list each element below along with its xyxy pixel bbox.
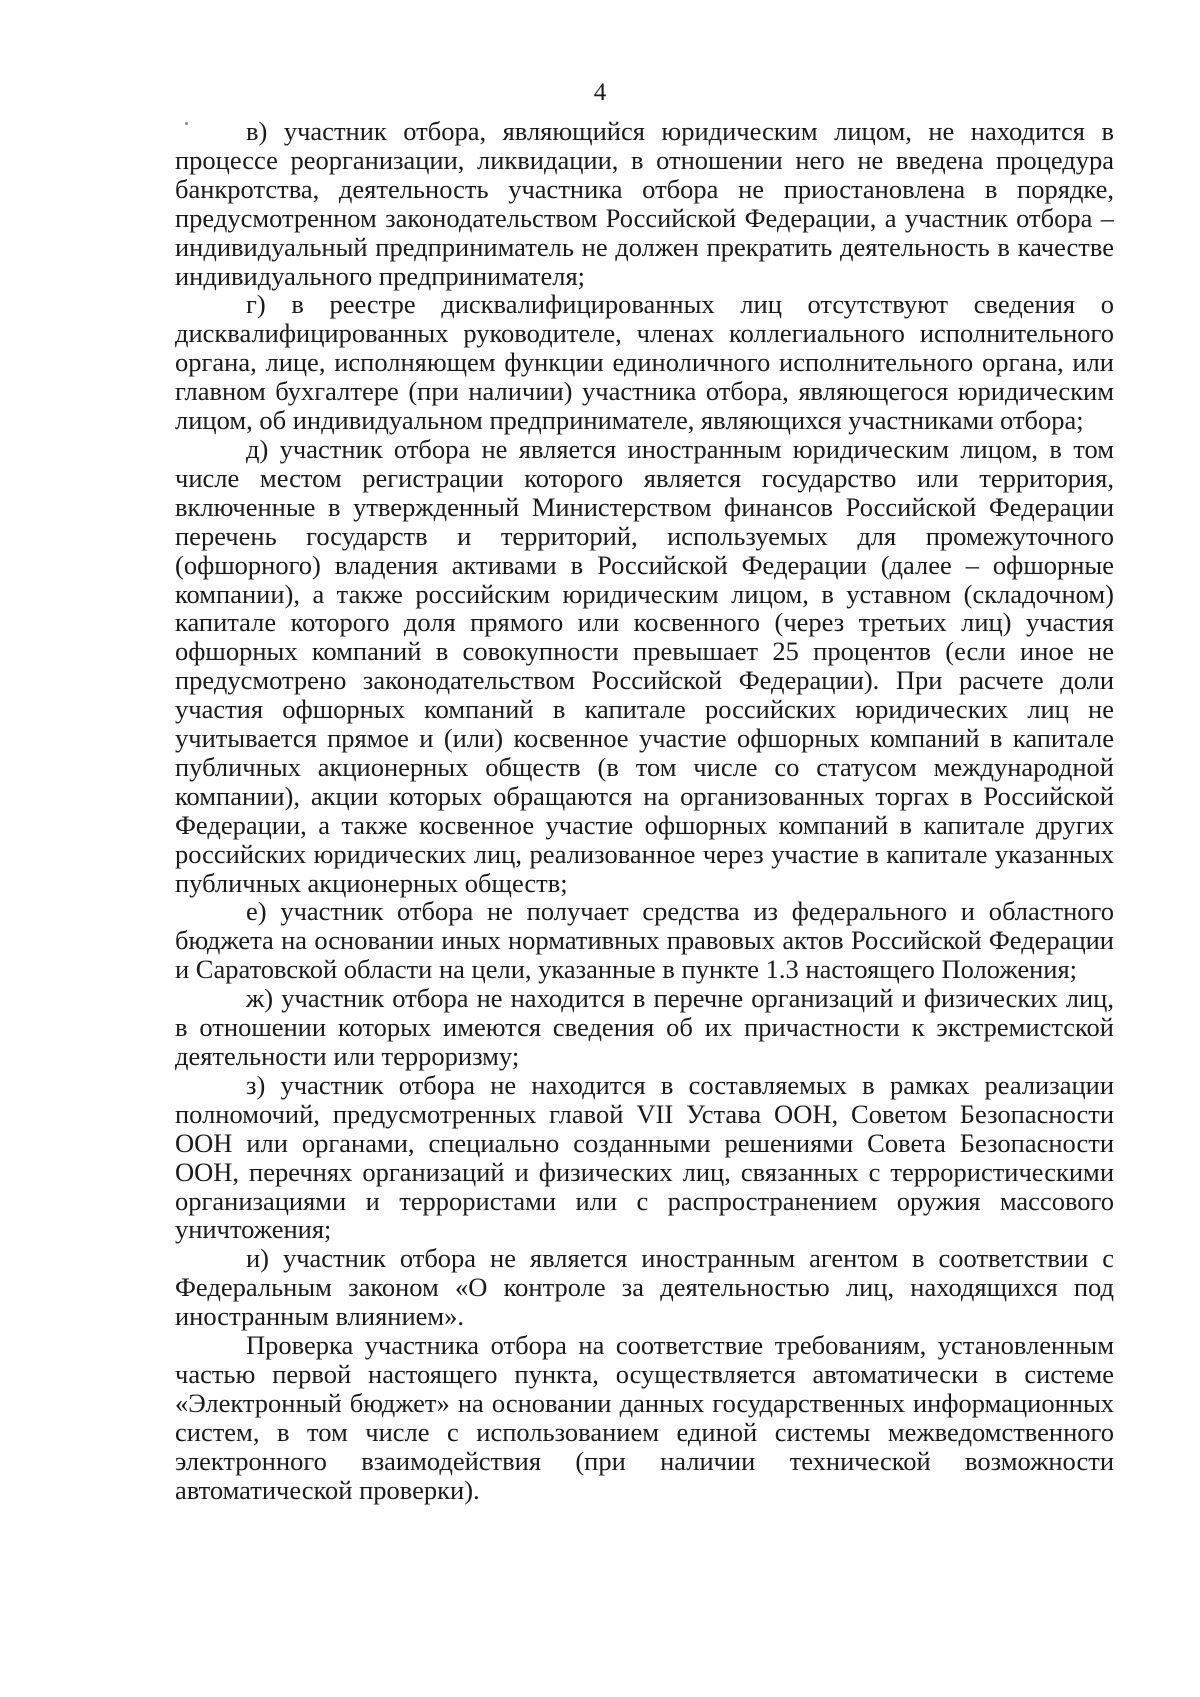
document-body: [175, 117, 1114, 1505]
paragraph-verification: Проверка участника отбора на соответствие требованиям, установленным частью первой настоящего пункта, осуществляется автоматически в системе «Электронный бюджет» на основании данных государственных информационных систем, в том числе с использованием единой системы межведомственного электронного взаимодействия (при наличии технической возможности автоматической проверки).: [175, 1330, 1114, 1505]
page-number: 4: [593, 79, 607, 106]
paragraph-z: з) участник отбора не находится в составляемых в рамках реализации полномочий, предусмотренных главой VII Устава ООН, Советом Безопасности ООН или органами, специально созданными решениями Совета Безопасности ООН, перечнях организаций и физических лиц, связанных с террористическими организациями и террористами или с распространением оружия массового уничтожения;: [175, 1069, 1114, 1245]
paragraph-i: и) участник отбора не является иностранным агентом в соответствии с Федеральным законом «О контроле за деятельностью лиц, находящихся под иностранным влиянием».: [175, 1243, 1114, 1332]
paragraph-v: в) участник отбора, являющийся юридическим лицом, не находится в процессе реорганизации, ликвидации, в отношении него не введена процедура банкротства, деятельность участника отбора не приостановлена в порядке, предусмотренном законодательством Российской Федерации, а участник отбора – индивидуальный предприниматель не должен прекратить деятельность в качестве индивидуального предпринимателя;: [175, 116, 1114, 291]
paragraph-e: е) участник отбора не получает средства из федерального и областного бюджета на основании иных нормативных правовых актов Российской Федерации и Саратовской области на цели, указанные в пункте 1.3 настоящего Положения;: [175, 896, 1114, 985]
paragraph-d: д) участник отбора не является иностранным юридическим лицом, в том числе местом регистрации которого является государство или территория, включенные в утвержденный Министерством финансов Российской Федерации перечень государств и территорий, используемых для промежуточного (офшорного) владения активами в Российской Федерации (далее – офшорные компании), а также российским юридическим лицом, в уставном (складочном) капитале которого доля прямого или косвенного (через третьих лиц) участия офшорных компаний в совокупности превышает 25 процентов (если иное не предусмотрено законодательством Российской Федерации). При расчете доли участия офшорных компаний в капитале российских юридических лиц не учитывается прямое и (или) косвенное участие офшорных компаний в капитале публичных акционерных обществ (в том числе со статусом международной компании), акции которых обращаются на организованных торгах в Российской Федерации, а также косвенное участие офшорных компаний в капитале других российских юридических лиц, реализованное через участие в капитале указанных публичных акционерных обществ;: [175, 433, 1114, 898]
paragraph-zh: ж) участник отбора не находится в перечне организаций и физических лиц, в отношении которых имеются сведения об их причастности к экстремистской деятельности или терроризму;: [175, 983, 1114, 1071]
paragraph-g: г) в реестре дисквалифицированных лиц отсутствуют сведения о дисквалифицированных руководителе, членах коллегиального исполнительного органа, лице, исполняющем функции единоличного исполнительного органа, или главном бухгалтере (при наличии) участника отбора, являющегося юридическим лицом, об индивидуальном предпринимателе, являющихся участниками отбора;: [175, 289, 1114, 436]
